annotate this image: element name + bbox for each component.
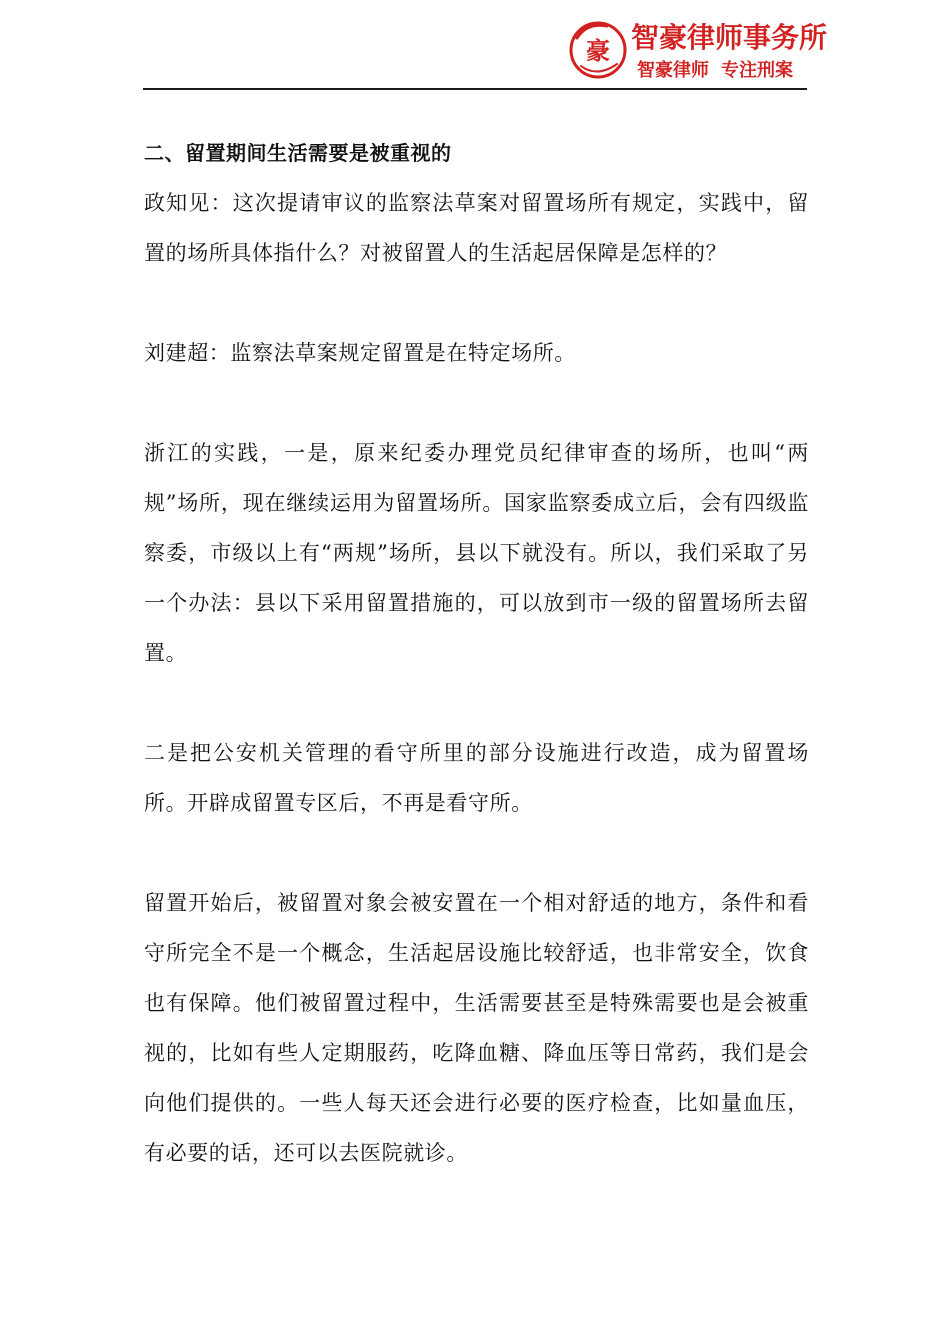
document-body: [144, 128, 809, 1228]
paragraph-living-conditions: 留置开始后，被留置对象会被安置在一个相对舒适的地方，条件和看守所完全不是一个概念，生活起居设施比较舒适，也非常安全，饮食也有保障。他们被留置过程中，生活需要甚至是特殊需要也是会被重视的，比如有些人定期服药，吃降血糖、降血压等日常药，我们是会向他们提供的。一些人每天还会进行必要的医疗检查，比如量血压，有必要的话，还可以去医院就诊。: [144, 891, 809, 1165]
logo-title: 智豪律师事务所: [631, 21, 828, 54]
page-header: [143, 12, 828, 90]
law-firm-logo: [567, 14, 828, 84]
logo-subtitle-slogan: 专注刑案: [721, 60, 793, 81]
section-heading: 二、留置期间生活需要是被重视的: [144, 141, 452, 165]
paragraph-answer-intro: 刘建超：监察法草案规定留置是在特定场所。: [144, 341, 576, 365]
seal-icon: [567, 18, 629, 80]
seal-character: 豪: [586, 37, 610, 65]
logo-subtitle: [637, 56, 793, 82]
paragraph-question: 政知见：这次提请审议的监察法草案对留置场所有规定，实践中，留置的场所具体指什么？对被留置人的生活起居保障是怎样的？: [144, 191, 809, 265]
paragraph-practice-one: 浙江的实践，一是，原来纪委办理党员纪律审查的场所，也叫“两规”场所，现在继续运用为留置场所。国家监察委成立后，会有四级监察委，市级以上有“两规”场所，县以下就没有。所以，我们采取了另一个办法：县以下采用留置措施的，可以放到市一级的留置场所去留置。: [144, 441, 809, 665]
paragraph-practice-two: 二是把公安机关管理的看守所里的部分设施进行改造，成为留置场所。开辟成留置专区后，不再是看守所。: [144, 741, 809, 815]
logo-subtitle-firm: 智豪律师: [637, 60, 709, 81]
